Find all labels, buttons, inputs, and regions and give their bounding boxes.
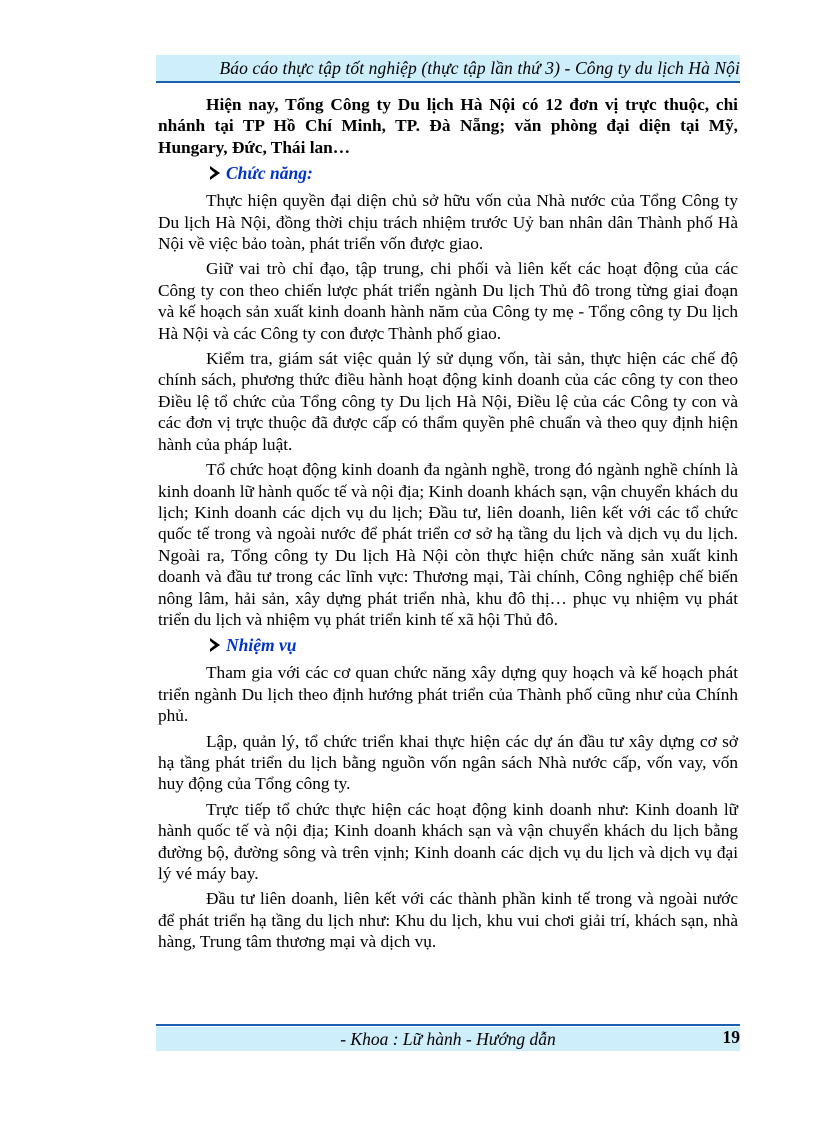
footer-text: - Khoa : Lữ hành - Hướng dẫn [340, 1029, 556, 1049]
tasks-paragraph: Tham gia với các cơ quan chức năng xây dựng quy hoạch và kế hoạch phát triển ngành Du lịch theo định hướng phát triển của Thành phố cũng như của Chính phủ. [158, 663, 738, 726]
tasks-paragraph: Đầu tư liên doanh, liên kết với các thành phần kinh tế trong và ngoài nước để phát triển hạ tầng du lịch như: Khu du lịch, khu vui chơi giải trí, khách sạn, nhà hàng, Trung tâm thương mại và dịch vụ. [158, 889, 738, 952]
section-heading-tasks [210, 634, 738, 656]
functions-paragraph: Tổ chức hoạt động kinh doanh đa ngành nghề, trong đó ngành nghề chính là kinh doanh lữ hành quốc tế và nội địa; Kinh doanh khách sạn, vận chuyển khách du lịch; Kinh doanh các dịch vụ du lịch; Đầu tư, liên doanh, liên kết với các tổ chức quốc tế trong và ngoài nước để phát triển cơ sở hạ tầng du lịch và dịch vụ du lịch. Ngoài ra, Tổng công ty Du lịch Hà Nội còn thực hiện chức năng sản xuất kinh doanh và đầu tư trong các lĩnh vực: Thương mại, Tài chính, Công nghiệp chế biến nông lâm, hải sản, xây dựng phát triển nhà, khu đô thị… phục vụ nhiệm vụ phát triển du lịch và nhiệm vụ phát triển kinh tế xã hội Thủ đô. [158, 460, 738, 629]
header-divider [156, 81, 740, 83]
arrow-bullet-icon [210, 638, 220, 652]
section-heading-label: Nhiệm vụ [226, 635, 297, 656]
section-heading-label: Chức năng: [226, 163, 313, 184]
arrow-bullet-icon [210, 166, 220, 180]
tasks-paragraph: Trực tiếp tổ chức thực hiện các hoạt động kinh doanh như: Kinh doanh lữ hành quốc tế và nội địa; Kinh doanh khách sạn và vận chuyển khách du lịch bằng đường bộ, đường sông và trên vịnh; Kinh doanh các dịch vụ du lịch và dịch vụ đại lý vé máy bay. [158, 799, 738, 883]
section-heading-functions [210, 162, 738, 184]
header-title: Báo cáo thực tập tốt nghiệp (thực tập lần thứ 3) - Công ty du lịch Hà Nội [219, 58, 740, 78]
functions-paragraph: Giữ vai trò chỉ đạo, tập trung, chi phối và liên kết các hoạt động của các Công ty con theo chiến lược phát triển ngành Du lịch Thủ đô trong từng giai đoạn và kế hoạch sản xuất kinh doanh hành năm của Công ty mẹ - Tổng công ty Du lịch Hà Nội và các Công ty con được Thành phố giao. [158, 259, 738, 343]
page-number: 19 [722, 1027, 740, 1047]
functions-paragraph: Kiểm tra, giám sát việc quản lý sử dụng vốn, tài sản, thực hiện các chế độ chính sách, phương thức điều hành hoạt động kinh doanh của các công ty con theo Điều lệ tổ chức của Tổng công ty Du lịch Hà Nội, Điều lệ của các Công ty con và các đơn vị trực thuộc đã được cấp có thẩm quyền phê chuẩn và theo quy định hiện hành của pháp luật. [158, 349, 738, 454]
functions-paragraph: Thực hiện quyền đại diện chủ sở hữu vốn của Nhà nước của Tổng Công ty Du lịch Hà Nội, đồng thời chịu trách nhiệm trước Uỷ ban nhân dân Thành phố Hà Nội về việc bảo toàn, phát triển vốn được giao. [158, 191, 738, 254]
page-content [158, 94, 738, 957]
tasks-paragraph: Lập, quản lý, tổ chức triển khai thực hiện các dự án đầu tư xây dựng cơ sở hạ tầng phát triển du lịch bằng nguồn vốn ngân sách Nhà nước cấp, vốn vay, vốn huy động của Tổng công ty. [158, 731, 738, 794]
footer-divider [156, 1024, 740, 1026]
intro-paragraph: Hiện nay, Tổng Công ty Du lịch Hà Nội có 12 đơn vị trực thuộc, chi nhánh tại TP Hồ Chí Minh, TP. Đà Nẵng; văn phòng đại diện tại Mỹ, Hungary, Đức, Thái lan… [158, 95, 738, 157]
